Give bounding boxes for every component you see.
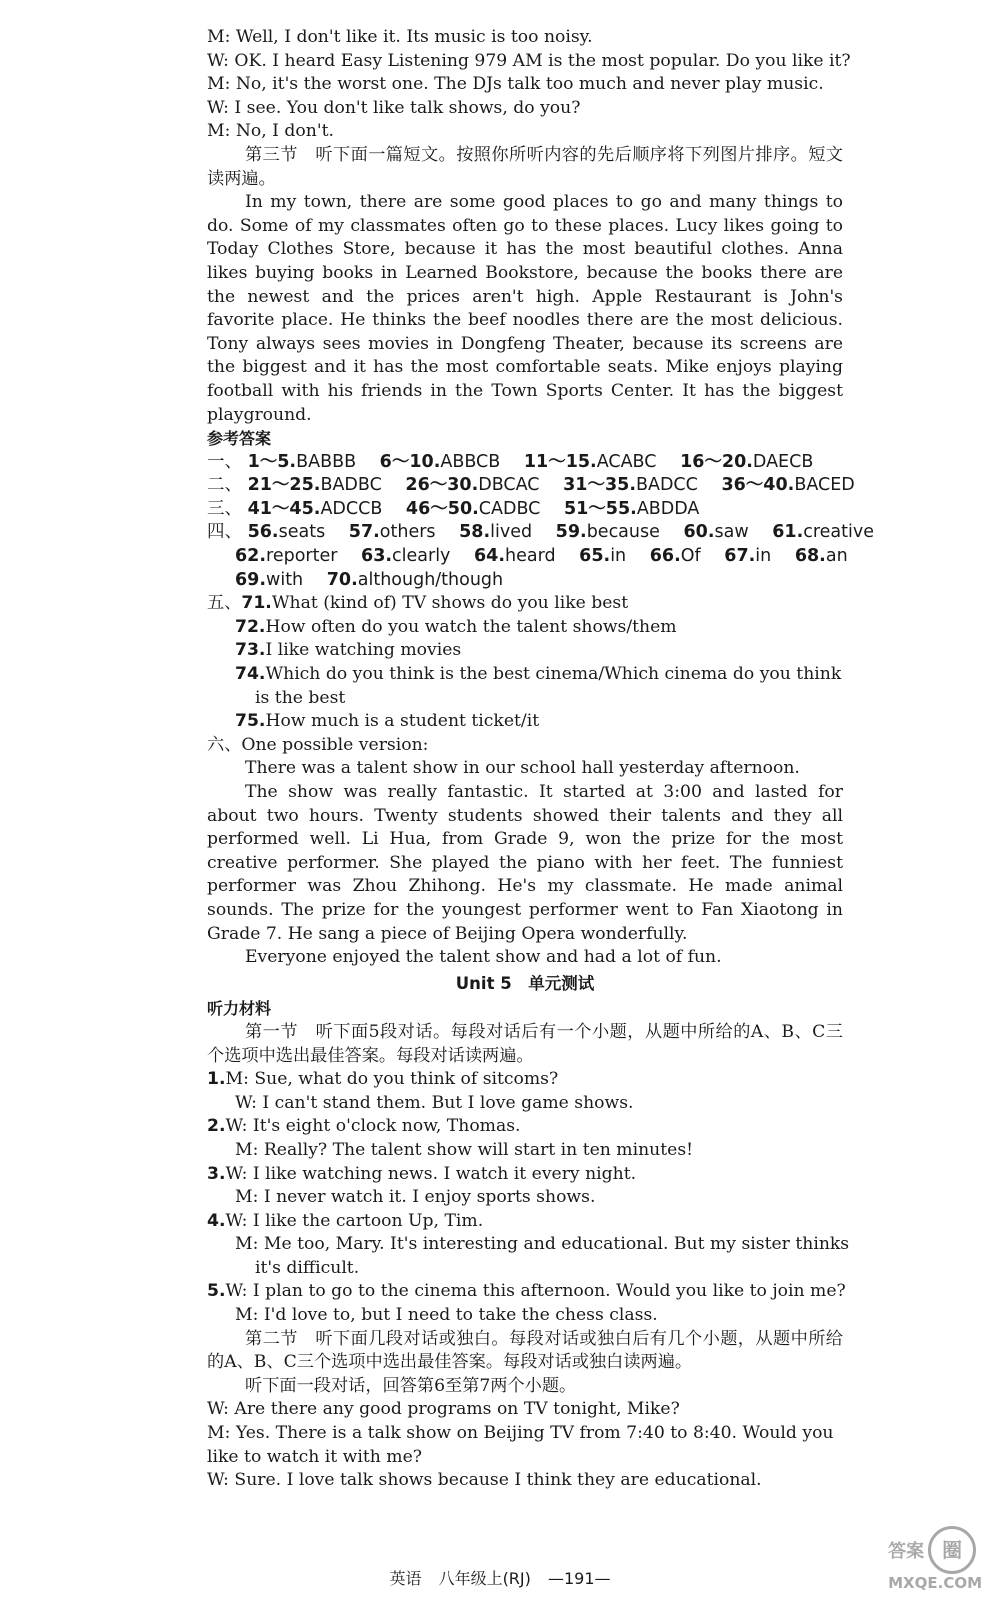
footer-subject: 英语 [389, 1569, 422, 1588]
dialogue-line: W: I plan to go to the cinema this afternoon. Would you like to join me? [225, 1281, 846, 1302]
listening-heading: 听力材料 [207, 999, 272, 1019]
part-prefix: 五、 [207, 593, 242, 614]
dialogue-line: M: No, I don't. [207, 121, 334, 142]
answers-part2 [207, 474, 855, 498]
item-num: 5. [207, 1281, 226, 1302]
answer-value: an [825, 546, 848, 567]
answer-num: 57. [348, 522, 380, 543]
dialogue-line: W: I can't stand them. But I love game shows. [235, 1092, 634, 1113]
answer-num: 58. [459, 522, 491, 543]
item-num: 1. [207, 1069, 226, 1090]
answer-range: 26～30. [405, 475, 479, 496]
answer-num: 62. [235, 546, 267, 567]
footer-grade: 八年级上(RJ) [438, 1569, 531, 1588]
section3-instruction: 第三节 听下面一篇短文。按照你所听内容的先后顺序将下列图片排序。短文读两遍。 [207, 144, 843, 189]
part-prefix: 二、 [207, 475, 242, 496]
item-num: 74. [235, 664, 266, 685]
part-prefix: 四、 [207, 522, 242, 543]
item-num: 72. [235, 616, 266, 637]
answer-range: 6～10. [379, 451, 441, 472]
dialogue-line: M: No, it's the worst one. The DJs talk too much and never play music. [207, 74, 824, 95]
answer-num: 66. [649, 546, 681, 567]
answer-range: 16～20. [680, 451, 753, 472]
page-footer [0, 1566, 1000, 1589]
version-label: One possible version: [241, 734, 429, 755]
part-prefix: 六、 [207, 734, 242, 755]
essay-paragraph: The show was really fantastic. It started at 3:00 and lasted for about two hours. Twenty students showed their talents and they all performed well. Li Hua, from Grade 9, won the prize for the most creative performer. She played the piano with her feet. The funniest performer was Zhou Zhihong. He's my classmate. He made animal sounds. The prize for the youngest performer went to Fan Xiaotong in Grade 7. He sang a piece of Beijing Opera wonderfully. [207, 782, 843, 944]
answers-part5 [207, 592, 843, 734]
answer-range: 41～45. [247, 498, 321, 519]
answer-num: 56. [247, 522, 279, 543]
answer-value: heard [505, 546, 556, 567]
item-text: How much is a student ticket/it [265, 711, 540, 732]
dialogue-line: M: Really? The talent show will start in ten minutes! [235, 1139, 694, 1160]
dialogue-item [207, 1115, 843, 1139]
footer-page-number: —191— [547, 1569, 611, 1588]
watermark-logo [888, 1526, 982, 1592]
item-num: 73. [235, 640, 266, 661]
essay-paragraph: Everyone enjoyed the talent show and had a lot of fun. [245, 947, 722, 968]
dialogue-line: M: Sue, what do you think of sitcoms? [225, 1069, 559, 1090]
item-text: I like watching movies [265, 640, 462, 661]
part-prefix: 三、 [207, 498, 242, 519]
answer-value: although/though [357, 569, 504, 590]
dialogue-line: M: I'd love to, but I need to take the chess class. [235, 1305, 658, 1326]
answer-range: 31～35. [563, 475, 636, 496]
answer-value: BADCC [635, 475, 698, 496]
answer-num: 68. [794, 546, 826, 567]
answer-num: 65. [579, 546, 611, 567]
dialogue-line: M: I never watch it. I enjoy sports shows. [235, 1187, 596, 1208]
item-text: How often do you watch the talent shows/them [265, 616, 677, 637]
answer-value: reporter [266, 546, 338, 567]
dialogue-bottom [207, 1398, 843, 1492]
dialogue-line: W: It's eight o'clock now, Thomas. [225, 1116, 521, 1137]
dialogue-item [207, 1280, 846, 1304]
answer-range: 51～55. [563, 498, 637, 519]
dialogue-line: W: I like the cartoon Up, Tim. [225, 1210, 484, 1231]
answer-value: ABBCB [440, 451, 501, 472]
answer-range: 11～15. [523, 451, 597, 472]
answer-value: CADBC [478, 498, 541, 519]
answer-value: others [379, 522, 436, 543]
answer-value: Of [680, 546, 701, 567]
answers-part1 [207, 451, 843, 475]
dialogue-line: W: I like watching news. I watch it every night. [225, 1163, 637, 1184]
dialogue-line: M: Me too, Mary. It's interesting and educational. But my sister thinks [235, 1234, 850, 1255]
dialogue-item [207, 1210, 843, 1234]
answer-num: 59. [555, 522, 587, 543]
dialogue-item [207, 1068, 843, 1092]
answer-num: 61. [772, 522, 804, 543]
answer-value: ACABC [596, 451, 657, 472]
watermark-stamp: 圈 [928, 1526, 976, 1574]
answer-value: lived [490, 522, 533, 543]
answers-heading: 参考答案 [207, 429, 272, 449]
answer-value: ADCCB [320, 498, 383, 519]
answers-part4-row1 [207, 521, 875, 545]
answer-num: 60. [683, 522, 715, 543]
item-num: 2. [207, 1116, 226, 1137]
watermark-text: 答案 [888, 1541, 925, 1562]
dialogue-item [207, 1163, 843, 1187]
unit-title: Unit 5 单元测试 [455, 973, 595, 993]
answer-value: because [586, 522, 660, 543]
watermark-url: MXQE.COM [888, 1574, 982, 1592]
answer-value: in [755, 546, 772, 567]
dialogue-line: W: Sure. I love talk shows because I think they are educational. [207, 1470, 762, 1491]
answer-range: 1～5. [247, 451, 297, 472]
answers-part4-row2 [207, 545, 848, 569]
dialogue-line: W: I see. You don't like talk shows, do you? [207, 97, 581, 118]
part-prefix: 一、 [207, 451, 242, 472]
answer-num: 69. [235, 569, 267, 590]
item-num: 71. [241, 593, 272, 614]
answer-value: DAECB [752, 451, 814, 472]
answer-value: in [610, 546, 627, 567]
answer-value: BABBB [296, 451, 357, 472]
section2-instruction: 第二节 听下面几段对话或独白。每段对话或独白后有几个小题，从题中所给的A、B、C三个选项中选出最佳答案。每段对话或独白读两遍。 [207, 1328, 843, 1373]
essay-paragraph: There was a talent show in our school hall yesterday afternoon. [245, 758, 800, 779]
answer-num: 63. [361, 546, 393, 567]
answer-value: clearly [392, 546, 451, 567]
answer-num: 67. [724, 546, 756, 567]
answers-part3 [207, 498, 843, 522]
answer-value: creative [803, 522, 875, 543]
page-content [207, 26, 875, 1493]
section3-passage: In my town, there are some good places to go and many things to do. Some of my classmates often go to these places. Lucy likes going to Today Clothes Store, because it has the most beautiful clothes. Anna likes buying books in Learned Bookstore, because the books there are the newest and the prices aren't high. Apple Restaurant is John's favorite place. He thinks the beef noodles there are the most delicious. Tony always sees movies in Dongfeng Theater, because its screens are the biggest and it has the most comfortable seats. Mike enjoys playing football with his friends in the Town Sports Center. It has the biggest playground. [207, 192, 843, 425]
answer-value: with [266, 569, 304, 590]
answers-part6 [207, 734, 843, 970]
section1-instruction: 第一节 听下面5段对话。每段对话后有一个小题，从题中所给的A、B、C三个选项中选出最佳答案。每段对话读两遍。 [207, 1021, 843, 1066]
answer-value: saw [714, 522, 749, 543]
item-num: 75. [235, 711, 266, 732]
answer-range: 21～25. [247, 475, 321, 496]
section2-sub: 听下面一段对话，回答第6至第7两个小题。 [245, 1375, 577, 1396]
item-text-cont: is the best [255, 687, 346, 708]
answer-range: 46～50. [405, 498, 479, 519]
dialogue-line: W: OK. I heard Easy Listening 979 AM is the most popular. Do you like it? [207, 50, 851, 71]
item-text: What (kind of) TV shows do you like best [271, 593, 629, 614]
dialogue-line: M: Well, I don't like it. Its music is too noisy. [207, 27, 593, 47]
dialogue-line: M: Yes. There is a talk show on Beijing TV from 7:40 to 8:40. Would you like to watch it with me? [207, 1423, 834, 1467]
item-num: 4. [207, 1210, 226, 1231]
answer-num: 64. [474, 546, 506, 567]
item-num: 3. [207, 1163, 226, 1184]
dialogue-top [207, 26, 851, 144]
dialogues [207, 1068, 850, 1328]
item-text: Which do you think is the best cinema/Which cinema do you think [265, 664, 842, 685]
answer-num: 70. [326, 569, 358, 590]
answers-part4-row3 [207, 569, 843, 593]
answer-value: BACED [794, 475, 855, 496]
answer-value: BADBC [320, 475, 382, 496]
dialogue-line-cont: it's difficult. [255, 1257, 360, 1278]
answer-value: ABDDA [636, 498, 700, 519]
answer-value: DBCAC [478, 475, 540, 496]
answer-range: 36～40. [721, 475, 795, 496]
dialogue-line: W: Are there any good programs on TV tonight, Mike? [207, 1399, 680, 1420]
answer-value: seats [278, 522, 326, 543]
